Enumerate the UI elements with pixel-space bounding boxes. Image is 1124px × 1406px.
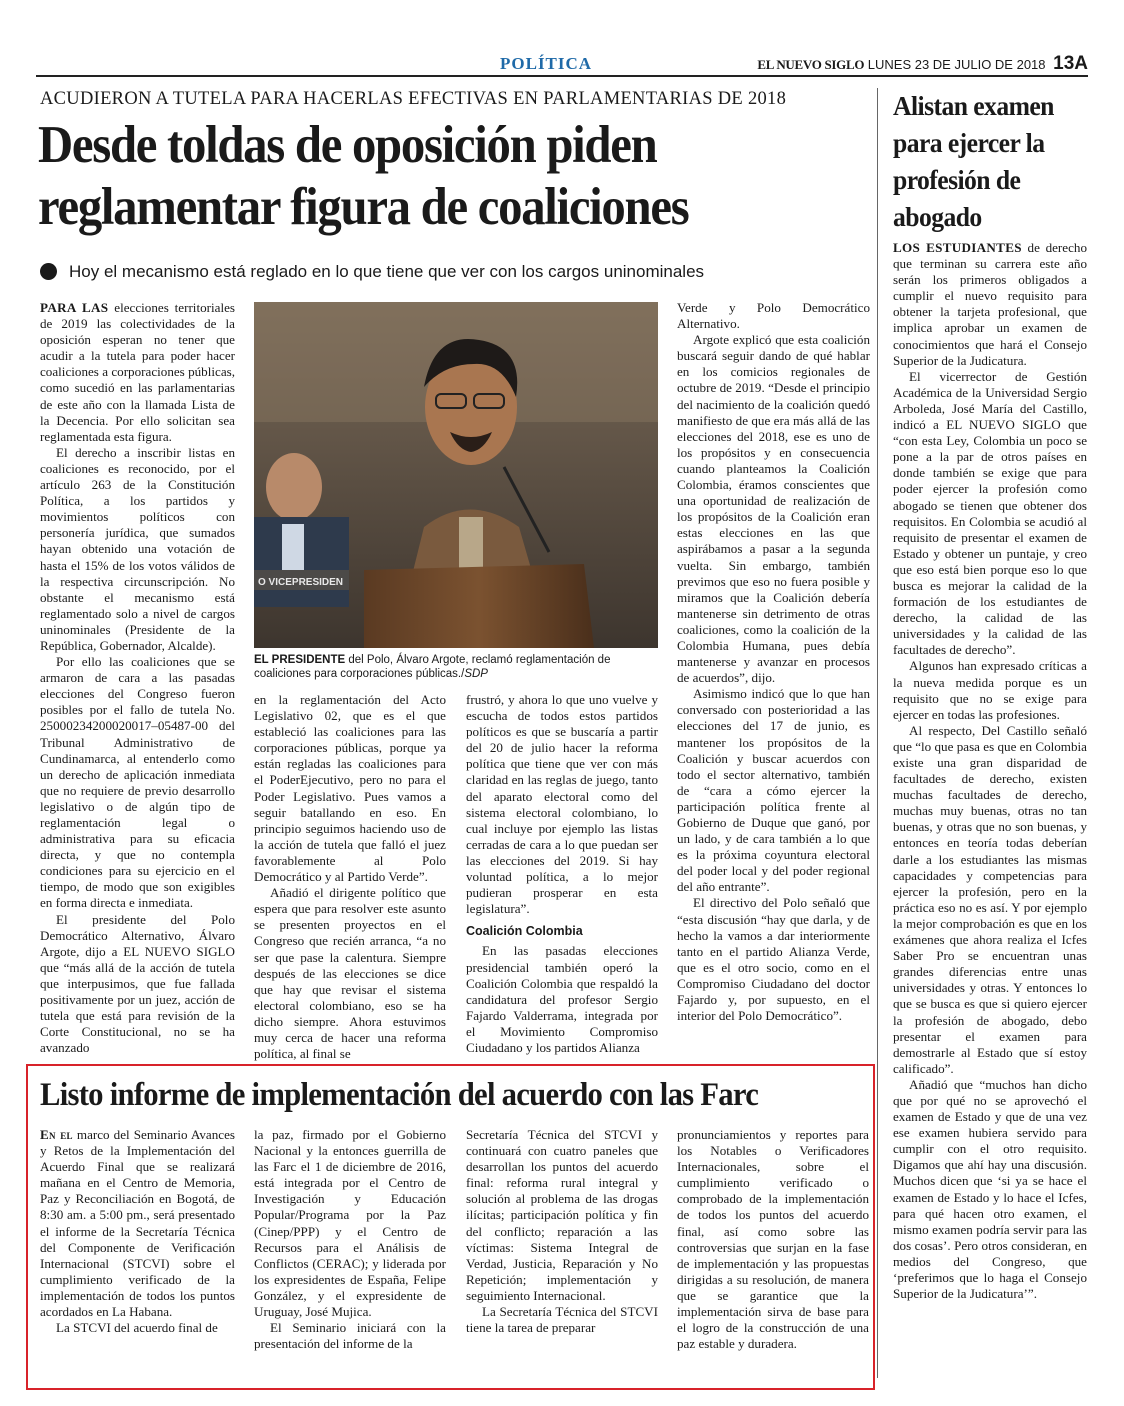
lead-in: LOS ESTUDIANTES — [893, 240, 1022, 255]
paragraph: La STCVI del acuerdo final de — [56, 1320, 218, 1336]
paragraph — [40, 1127, 235, 1320]
paragraph: El presidente del Polo Democrático Alternativo, Álvaro Argote, dijo a EL NUEVO SIGLO que “más allá de la acción de tutela que interpusimos, que fue fallada positivamente por un juez, acción de tutela que está para revisión de la Corte Constitucional, no se ha avanzado — [40, 911, 235, 1056]
article-column-3 — [466, 692, 658, 1055]
boxed-column-4 — [677, 1127, 869, 1377]
paragraph-text: marco del Seminario Avances y Retos de la Implementación del Acuerdo Final que se realizará mañana en el Centro de Memoria, Paz y Reconciliación en Bogotá, de 8:30 am. a 5:00 pm., será presentado el informe de la Secretaría Técnica del Componente de Verificación Internacional (STCVI) sobre el cumplimiento verificado de la implementación de todos los puntos acordados en La Habana. — [40, 1127, 235, 1320]
boxed-column-2 — [254, 1127, 446, 1377]
article-subhead — [40, 262, 704, 282]
lead-in: En el — [40, 1127, 73, 1142]
paragraph-text: elecciones territoriales de 2019 las colectividades de la oposición esperan no tener que acudir a la tutela para poder hacer coaliciones a corporaciones públicas, como sucedió en las parlamentarias de este año con la llamada Lista de la Decencia. Por ello solicitan sea reglamentada esta figura. — [40, 300, 235, 444]
paragraph-text: de derecho que terminan su carrera este año serán los primeros obligados a cumplir el nuevo requisito para obtener la tarjeta profesional, que implica aprobar un examen de conocimientos que hará el Consejo Superior de la Judicatura. — [893, 240, 1088, 368]
paragraph: El vicerrector de Gestión Académica de la Universidad Sergio Arboleda, José María del Castillo, indicó a EL NUEVO SIGLO que “con esta Ley, Colombia un poco se pone a la par de otros países en donde también se exige que para poder ejercer la profesión como abogado se tienen que obtener dos requisitos. En Colombia se acudió al requisito de presentar el examen de Estado y obtener un puntaje, y creo que eso está bien porque eso lo que busca es mejorar la calidad de la formación de los estudiantes de derecho, la calidad de las universidades y la calidad de las facultades de derecho”. — [893, 368, 1087, 658]
section-subheading: Coalición Colombia — [466, 924, 583, 939]
paragraph: En las pasadas elecciones presidencial también operó la Coalición Colombia que respaldó la candidatura del profesor Sergio Fajardo Valderrama, integrada por el Movimiento Compromiso Ciudadano y los partidos Alianza — [466, 943, 658, 1055]
side-article-headline: Alistan examen para ejercer la profesión de abogado — [893, 91, 1054, 232]
paragraph: pronunciamientos y reportes para los Notables o Verificadores Internacionales, sobre el cumplimiento verificado o comprobado de la implementación de todos los puntos del acuerdo final, así como sobre las controversias que surjan en la fase de implementación y las propuestas dirigidas a su resolución, de manera que se garantice que la implementación sirva de base para el logro de la construcción de una paz estable y duradera. — [677, 1127, 869, 1352]
speaker-photo-illustration — [254, 302, 658, 648]
paragraph: Al respecto, Del Castillo señaló que “lo que pasa es que en Colombia existe una gran disparidad de facultades de derecho, existen muchas facultades de derecho, muchas muy buenas, otras no tan buenas, y otras que no son buenas, y entonces en teoría todas deberían darle a los estudiantes las mismas capacidades y competencias para ejercer la profesión, pero en la práctica eso no es así. Y por ejemplo la mejor comprobación es que en los exámenes que ahora realiza el Icfes Saber Pro se encuentran unas grandes diferencias entre unas universidades y otras. Y entonces lo que se busca es que si quiero ejercer la profesión de abogado, debo presentar el examen para demostrarle al Estado que sí estoy calificado”. — [893, 722, 1087, 1076]
paragraph: La Secretaría Técnica del STCVI tiene la tarea de preparar — [466, 1304, 658, 1336]
caption-text: del Polo, Álvaro Argote, reclamó reglamentación de coaliciones para corporaciones públicas./ — [254, 654, 611, 680]
paragraph: Verde y Polo Democrático Alternativo. — [677, 300, 870, 332]
paragraph: Argote explicó que esta coalición buscará seguir dando de qué hablar en los comicios regionales de octubre de 2019. “Desde el principio del nacimiento de la coalición quedó manifiesto de que era más allá de las elecciones del 2018, ese es uno de los propósitos y en consecuencia cuando planteamos la Coalición Colombia, éramos conscientes que una oportunidad de realización de los propósitos de la Coalición eran estas elecciones en las que aspirábamos a pasar a la segunda vuelta. Sin embargo, también previmos que eso no fuera posible y miramos que la Coalición debería mantenerse sin detrimento de otras coaliciones, como la coalición de la Colombia Humana, pues debía mantenerse y avanzar en procesos de acuerdos”, dijo. — [677, 332, 870, 686]
article-headline: Desde toldas de oposición piden reglamentar figura de coaliciones — [38, 116, 689, 236]
section-label: POLÍTICA — [500, 54, 593, 73]
newspaper-name: EL NUEVO SIGLO — [757, 57, 865, 72]
photo-caption — [254, 653, 658, 681]
paragraph: frustró, y ahora lo que uno vuelve y escucha de todos estos partidos políticos es que se buscaría a partir del 20 de julio hacer la reforma política que tiene que ver con más claridad en las reglas de juego, tanto del aparato electoral como del sistema electoral colombiano, lo cual incluye por ejemplo las listas cerradas de cara a lo que puedan ser las elecciones del 2019. Si hay voluntad política, a lo mejor pudieran prosperar en esta legislatura”. — [466, 692, 658, 917]
paragraph: Por ello las coaliciones que se armaron de cara a las pasadas elecciones del Congreso fueron posibles por el fallo de tutela No. 25000234200020017–05487-00 del Tribunal Administrativo de Cundinamarca, al entenderlo como un derecho de aplicación inmediata que no requiere de previo desarrollo legislativo o de algún tipo de reglamentación legal o administrativa para su eficacia directa, y que no contempla condiciones para su ejercicio en el tiempo, de modo que son exigibles en forma directa e inmediata. — [40, 654, 235, 911]
page-number: 13A — [1053, 53, 1088, 74]
bullet-icon — [40, 263, 57, 280]
article-column-4 — [677, 300, 870, 1044]
paragraph: Añadió el dirigente político que espera que para resolver este asunto se presenten proyectos en el Congreso que recién arranca, “a no ser que pase la calentura. Siempre después de las elecciones se dice que hay que revisar el sistema electoral colombiano, eso se ha dicho siempre. Ahora estuvimos muy cerca de hacer una reforma política, al final se — [254, 885, 446, 1062]
article-kicker: ACUDIERON A TUTELA PARA HACERLAS EFECTIVAS EN PARLAMENTARIAS DE 2018 — [40, 89, 787, 109]
paragraph: El derecho a inscribir listas en coaliciones es reconocido, por el artículo 263 de la Constitución Política, a los partidos y movimientos políticos con personería jurídica, que sumados hayan obtenido una votación de hasta el 15% de los votos válidos de la respectiva circunscripción. No obstante el mecanismo está reglamentado solo a nivel de cargos uninominales (Presidente de la República, Gobernador, Alcalde). — [40, 444, 235, 653]
paragraph: la paz, firmado por el Gobierno Nacional y la entonces guerrilla de las Farc el 1 de diciembre de 2016, está integrada por el Centro de Investigación y Educación Popular/Programa por la Paz (Cinep/PPP) y el Centro de Recursos para el Análisis de Conflictos (CERAC); y liderada por los expresidentes de España, Felipe González, y el expresidente de Uruguay, José Mujica. — [254, 1127, 446, 1320]
paragraph: Secretaría Técnica del STCVI y continuará con cuatro paneles que desarrollan los puntos del acuerdo final: reforma rural integral y solución al problema de las drogas ilícitas; participación política y fin del conflicto; reparación a las víctimas: Sistema Integral de Verdad, Justicia, Reparación y No Repetición; implementación y seguimiento Internacional. — [466, 1127, 658, 1303]
lead-in: PARA LAS — [40, 300, 109, 315]
paragraph — [40, 300, 235, 445]
article-column-2 — [254, 692, 446, 1062]
paragraph — [893, 240, 1087, 369]
boxed-story-headline: Listo informe de implementación del acuerdo con las Farc — [40, 1077, 759, 1113]
article-photo — [254, 302, 658, 648]
photo-credit: SDP — [464, 668, 488, 680]
paragraph: Asimismo indicó que lo que han conversado con posterioridad a las elecciones del 17 de junio, es mantener los propósitos de la Coalición y buscar acuerdos con todo el sector alternativo, también de “cara a cómo ejercer la participación política frente al Gobierno de Duque que ganó, por un lado, y de cara también a lo que es la próxima coyuntura electoral del poder local y del poder regional del año entrante”. — [677, 686, 870, 895]
podium-sign-text: O VICEPRESIDEN — [258, 577, 344, 588]
column-divider — [877, 88, 878, 1378]
article-column-1 — [40, 300, 235, 1056]
issue-date: LUNES 23 DE JULIO DE 2018 — [867, 57, 1046, 72]
paragraph: Añadió que “muchos han dicho que por qué no se aprovechó el examen de Estado y que de una vez ese examen hubiera servido para cumplir con el otro requisito. Digamos que ahí hay una discusión. Muchos dicen que ‘si ya se hace el examen de Estado y lo hace el Icfes, para qué hacen otro examen, el mismo examen podría servir para las dos cosas’. Pero otros consideran, en medios del Congreso, que ‘preferimos que lo haga el Consejo Superior de la Judicatura’”. — [893, 1076, 1087, 1302]
masthead — [757, 53, 1088, 75]
header-rule — [36, 75, 1088, 77]
side-article-body — [893, 240, 1087, 1380]
paragraph: El directivo del Polo señaló que “esta discusión “hay que darla, y de hecho la vamos a dar interiormente tanto en el partido Alianza Verde, que es el otro socio, como en el Compromiso Ciudadano del doctor Fajardo y, por supuesto, en el interior del Polo Democrático”. — [677, 895, 870, 1024]
subhead-text: Hoy el mecanismo está reglado en lo que tiene que ver con los cargos uninominales — [69, 262, 705, 281]
boxed-column-3 — [466, 1127, 658, 1377]
caption-lead: EL PRESIDENTE — [254, 654, 346, 666]
boxed-column-1 — [40, 1127, 235, 1377]
paragraph: Algunos han expresado críticas a la nueva medida porque es un requisito que no se exige para ejercer en todas las profesiones. — [893, 658, 1087, 722]
paragraph: El Seminario iniciará con la presentación del informe de la — [254, 1320, 446, 1352]
paragraph: en la reglamentación del Acto Legislativo 02, que es el que estableció las coaliciones para las corporaciones públicas, porque ya están regladas las coaliciones para el PoderEjecutivo, pero no para el Poder Legislativo. Pues vamos a seguir batallando en eso. En principio seguimos haciendo uso de la acción de tutela que falló el juez favorablemente al Polo Democrático y al Partido Verde”. — [254, 692, 446, 885]
